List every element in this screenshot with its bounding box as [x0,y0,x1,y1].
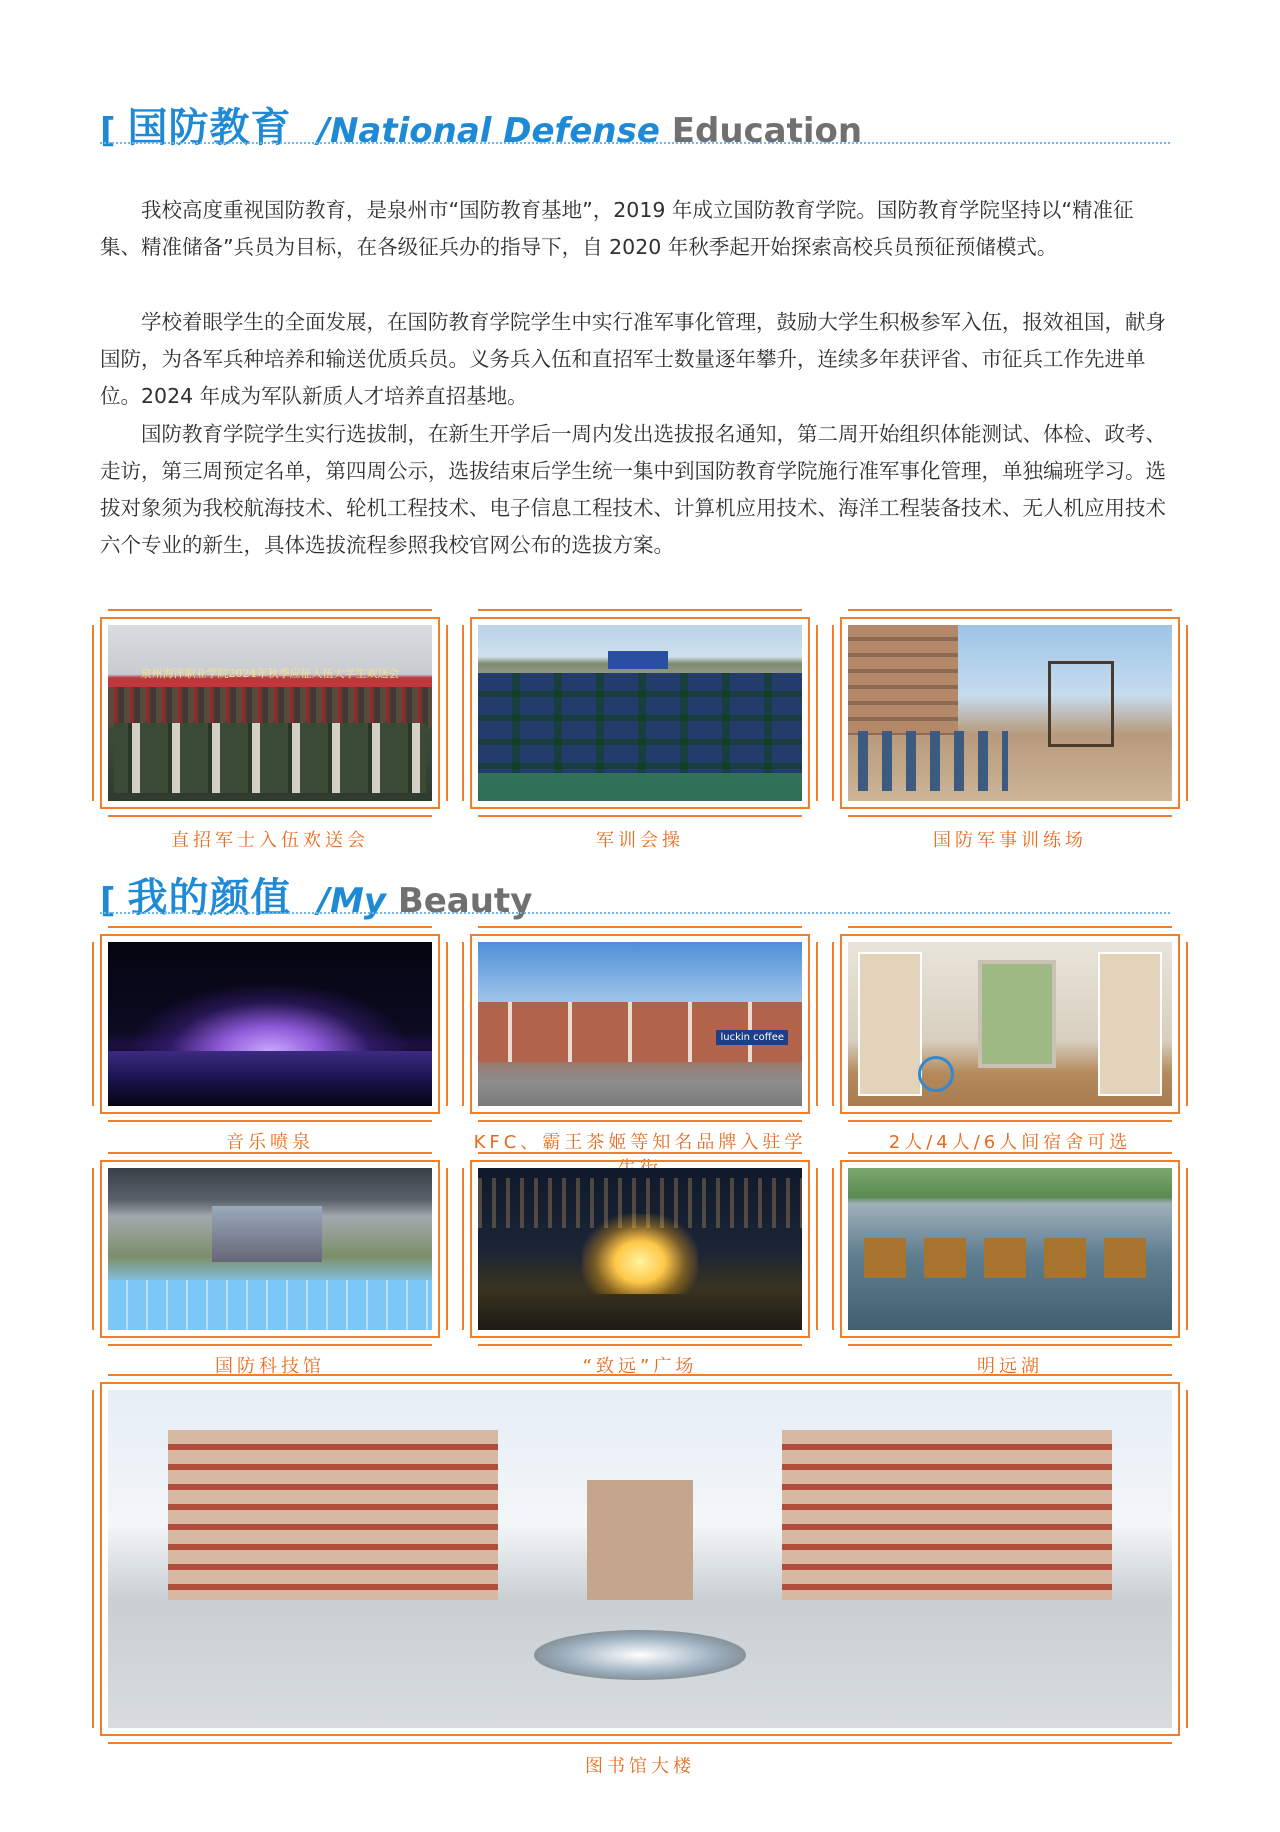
paragraph-1: 我校高度重视国防教育，是泉州市“国防教育基地”，2019 年成立国防教育学院。国防教育学院坚持以“精准征集、精准储备”兵员为目标，在各级征兵办的指导下，自 2020 年秋季起开始探索高校兵员预征预储模式。 [100,198,1134,259]
section-header-my-beauty [100,858,533,921]
caption-zhiyuan-square: “致远”广场 [582,1356,698,1377]
photo-farewell-ceremony [100,617,440,809]
photo-mingyuan-lake [840,1160,1180,1338]
fountain-jets [128,982,412,1052]
caption-defense-tech-hall: 国防科技馆 [215,1356,325,1377]
caption-farewell-ceremony: 直招军士入伍欢送会 [171,830,369,851]
floor-screen [108,1280,432,1330]
photo-student-street [470,934,810,1114]
left-wing [168,1430,498,1600]
banner-text: 泉州海洋职业学院2024年秋季应征入伍大学生欢送会 [140,667,400,680]
section-title-en-suffix: Beauty [397,881,533,921]
soldiers-row [114,723,426,793]
paragraph-3: 国防教育学院学生实行选拔制，在新生开学后一周内发出选拔报名通知，第二周开始组织体能测试、体检、政考、走访，第三周预定名单，第四周公示，选拔结束后学生统一集中到国防教育学院施行准军事化管理，单独编班学习。选拔对象须为我校航海技术、轮机工程技术、电子信息工程技术、计算机应用技术、海洋工程装备技术、无人机应用技术六个专业的新生，具体选拔流程参照我校官网公布的选拔方案。 [100,422,1166,557]
bunk-right [1098,952,1162,1096]
section-divider [100,912,1170,914]
caption-military-drill: 军训会操 [596,830,684,851]
caption-mingyuan-lake: 明远湖 [977,1356,1043,1377]
section-title-en-prefix: /National Defense [317,111,660,151]
caption-training-ground: 国防军事训练场 [933,830,1087,851]
right-wing [782,1430,1112,1600]
bunk-left [858,952,922,1096]
soldiers [858,731,1008,791]
training-tower [1048,661,1114,747]
bracket-icon: [ [100,111,116,151]
section-header-national-defense [100,88,863,151]
caption-dormitory: 2人/4人/6人间宿舍可选 [888,1132,1132,1153]
caption-music-fountain: 音乐喷泉 [226,1132,314,1153]
window [978,960,1056,1068]
plaza-fountain [534,1630,747,1680]
sculpture-glow [582,1214,699,1294]
audience-rows [108,687,432,727]
photo-dormitory [840,934,1180,1114]
photo-zhiyuan-square [470,1160,810,1338]
photo-library-building [100,1382,1180,1736]
section-title-en-prefix: /My [317,881,386,921]
section-title-en-suffix: Education [671,111,863,151]
paragraph-2: 学校着眼学生的全面发展，在国防教育学院学生中实行准军事化管理，鼓励大学生积极参军入伍，报效祖国，献身国防，为各军兵种培养和输送优质兵员。义务兵入伍和直招军士数量逐年攀升，连续多年获评省、市征兵工作先进单位。2024 年成为军队新质人才培养直招基地。 [100,310,1166,408]
building [848,625,958,735]
photo-defense-tech-hall [100,1160,440,1338]
center-block [587,1480,693,1600]
photo-military-drill [470,617,810,809]
bracket-icon: [ [100,881,116,921]
luckin-sign: luckin coffee [716,1030,788,1045]
buildings-lit [478,1178,802,1228]
section-title-cn: 我的颜值 [127,875,292,921]
caption-library-building: 图书馆大楼 [585,1756,695,1777]
chair-left [918,1056,954,1092]
water-reflection [108,1051,432,1106]
section-divider [100,142,1170,144]
troop-formations [478,673,802,773]
stage [608,651,668,669]
center-screen [212,1206,322,1262]
photo-music-fountain [100,934,440,1114]
caption-student-street: KFC、霸王茶姬等知名品牌入驻学 [473,1132,807,1153]
section-title-cn: 国防教育 [127,105,292,151]
photo-training-ground [840,617,1180,809]
shop-buildings [478,1002,802,1062]
boats [864,1238,1164,1278]
